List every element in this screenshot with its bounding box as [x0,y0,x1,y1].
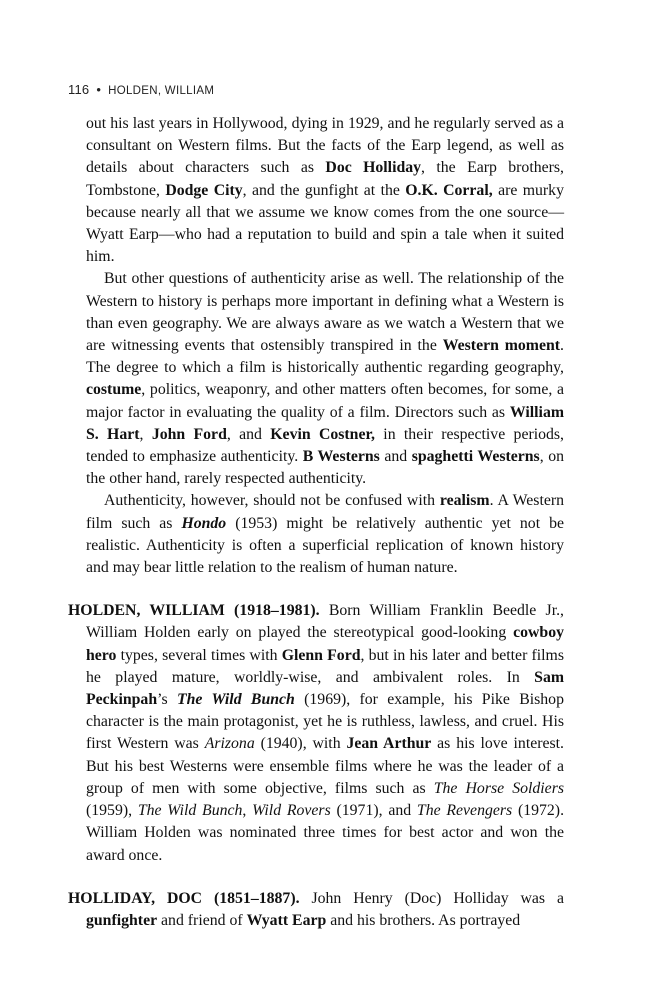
paragraph-authenticity [86,268,564,490]
entry-headword: HOLDEN, WILLIAM (1918–1981). [68,602,320,620]
page-number: 116 [68,82,90,97]
text-run: (1953) might be relatively authentic yet not be realistic. Authenticity is often a superficial replication of known history and may bear little relation to the realism of human nature. [86,514,565,577]
cross-reference: gunfighter [86,911,158,929]
text-run: and [379,448,412,466]
text-run: . A Western film such as [86,492,564,532]
body-text [68,113,564,932]
film-title: The Wild Bunch [137,802,243,820]
text-run: are murky because nearly all that we assume we know comes from the one source—Wyatt Earp—who had a reputation to build and spin a tale when it suited him. [86,181,564,266]
text-run: John Henry (Doc) Holliday was a [299,889,564,907]
text-run: and friend of [157,911,247,929]
cross-reference: John Ford [151,425,227,443]
film-title: The Horse Soldiers [433,779,564,797]
text-run: types, several times with [116,646,282,664]
text-run: . The degree to which a film is historically authentic regarding geography, [86,337,564,377]
cross-reference: costume [86,381,142,399]
running-head-title: HOLDEN, WILLIAM [108,85,215,97]
cross-reference: Sam Peckinpah [86,668,564,709]
cross-reference: Doc Holliday [325,159,422,177]
text-run: , [139,425,152,443]
text-run: , but in his later and better films he played mature, worldly-wise, and ambivalent roles. In [86,646,564,686]
film-title: The Revengers [416,802,513,820]
cross-reference: Dodge City [165,181,243,199]
paragraph-realism [86,490,564,579]
entry-holden-william [68,600,564,866]
cross-reference: Jean Arthur [346,735,432,753]
cross-reference: O.K. Corral, [405,181,493,199]
running-head [68,82,214,97]
text-run: (1959), [86,802,138,820]
text-run: But other questions of authenticity arise as well. The relationship of the Western to history is perhaps more important in defining what a Western is than even geography. We are always aware as we watch a Western that we are witnessing events that ostensibly transpired in the [86,270,564,355]
text-run: (1969), for example, his Pike Bishop character is the main protagonist, yet he is ruthless, lawless, and cruel. His first Western was [86,691,564,753]
cross-reference: William S. Hart [86,403,564,443]
text-run: as his love interest. But his best Westerns were ensemble films where he was the leader of a group of men with some objective, films such as [86,735,564,797]
text-run: and his brothers. As portrayed [326,911,521,929]
text-run: , politics, weaponry, and other matters often becomes, for some, a major factor in evaluating the quality of a film. Directors such as [86,381,564,421]
continued-entry [68,113,564,579]
text-run: (1971), and [330,802,417,820]
film-title: Wild Rovers [252,802,331,820]
text-run: (1940), with [254,735,347,753]
cross-reference: realism [439,492,490,510]
cross-reference: spaghetti Westerns [411,448,540,466]
text-run: ’s [157,691,177,709]
text-run: , and the gunfight at the [242,181,406,199]
text-run: out his last years in Hollywood, dying in 1929, and he regularly served as a consultant on Western films. But the facts of the Earp legend, as well as details about characters such as [86,115,564,177]
cross-reference: cowboy hero [86,624,564,664]
entry-holliday-doc [68,888,564,932]
text-run: (1972). William Holden was nominated three times for best actor and won the award once. [86,802,565,864]
film-title-cross-reference: The Wild Bunch [176,691,295,709]
entry-headword: HOLLIDAY, DOC (1851–1887). [68,889,300,907]
cross-reference: Wyatt Earp [246,911,327,929]
cross-reference: Western moment [442,337,561,355]
text-run: , and [226,425,271,443]
text-run: in their respective periods, tended to emphasize authenticity. [86,425,564,466]
text-run: , on the other hand, rarely respected authenticity. [86,448,564,488]
cross-reference: Glenn Ford [281,646,361,664]
cross-reference: Kevin Costner, [270,425,375,443]
cross-reference: B Westerns [302,448,380,466]
text-run: Authenticity, however, should not be confused with [104,492,440,510]
text-run: , [242,802,253,820]
film-title-cross-reference: Hondo [181,514,227,532]
text-run: , the Earp brothers, Tombstone, [86,159,564,199]
bullet-separator: • [96,82,102,97]
text-run: Born William Franklin Beedle Jr., William Holden early on played the stereotypical good-looking [86,602,564,642]
film-title: Arizona [204,735,255,753]
paragraph-continued [86,113,564,268]
